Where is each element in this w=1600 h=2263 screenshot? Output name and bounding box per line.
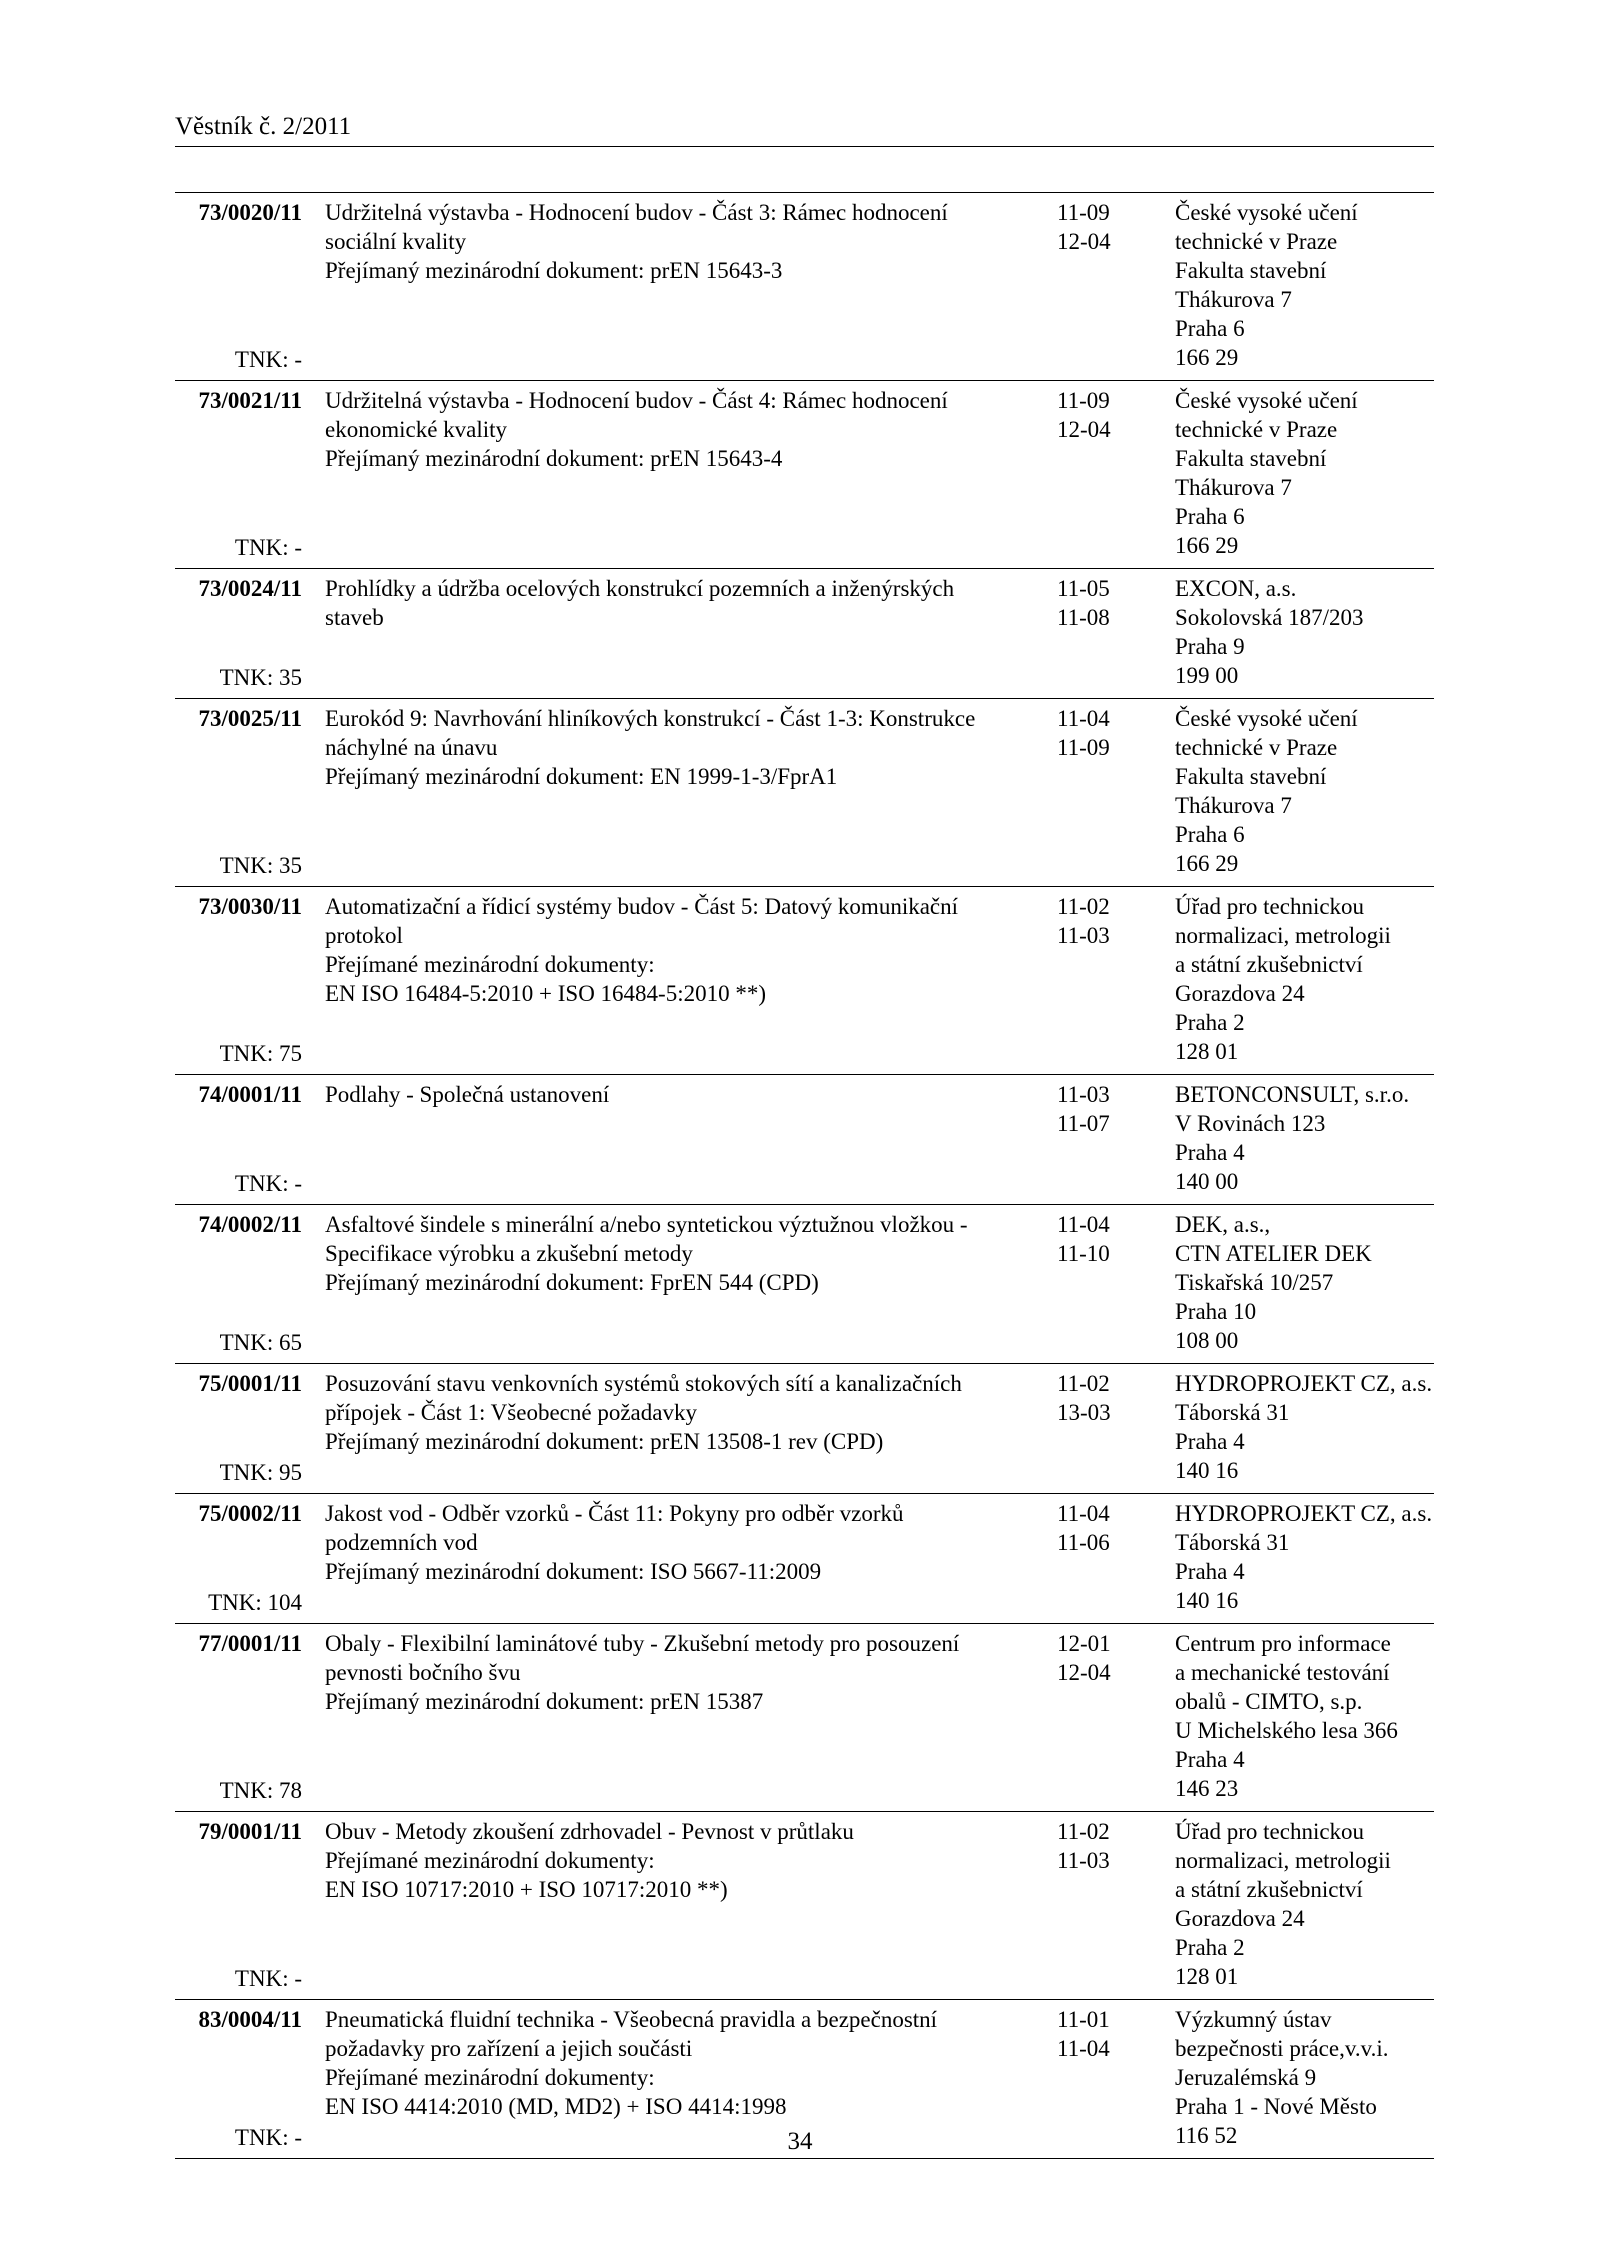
row-title-line: Přejímaný mezinárodní dokument: EN 1999-1-3/FprA1	[325, 764, 838, 789]
row-organization	[1175, 1817, 1434, 1991]
row-dates-line: 11-04	[1057, 706, 1110, 731]
row-organization	[1175, 1080, 1434, 1196]
row-organization-line: Praha 1 - Nové Město	[1175, 2094, 1377, 2119]
row-dates	[1057, 198, 1137, 256]
row-dates	[1057, 1817, 1137, 1875]
row-organization-line: bezpečnosti práce,v.v.i.	[1175, 2036, 1389, 2061]
row-tnk: TNK: -	[234, 347, 302, 372]
row-dates	[1057, 2005, 1137, 2063]
row-dates-line: 11-03	[1057, 923, 1110, 948]
row-title-line: pevnosti bočního švu	[325, 1660, 521, 1685]
row-organization-line: Praha 4	[1175, 1429, 1245, 1454]
row-organization	[1175, 198, 1434, 372]
row-tnk: TNK: 104	[208, 1590, 302, 1615]
row-tnk: TNK: 95	[219, 1460, 302, 1485]
row-title-line: sociální kvality	[325, 229, 467, 254]
row-title-line: Udržitelná výstavba - Hodnocení budov - Část 4: Rámec hodnocení	[325, 388, 948, 413]
row-id: 73/0024/11	[198, 576, 302, 601]
row-dates	[1057, 1369, 1137, 1427]
row-tnk: TNK: 78	[219, 1778, 302, 1803]
row-organization-line: Tiskařská 10/257	[1175, 1270, 1334, 1295]
row-organization-line: Centrum pro informace	[1175, 1631, 1391, 1656]
row-organization	[1175, 1210, 1434, 1355]
row-title-line: Posuzování stavu venkovních systémů stokových sítí a kanalizačních	[325, 1371, 962, 1396]
row-title-line: Přejímané mezinárodní dokumenty:	[325, 2065, 655, 2090]
row-dates-line: 11-09	[1057, 735, 1110, 760]
row-organization-line: Praha 6	[1175, 504, 1245, 529]
row-organization-line: Úřad pro technickou	[1175, 1819, 1365, 1844]
row-organization	[1175, 1629, 1434, 1803]
row-title-line: podzemních vod	[325, 1530, 478, 1555]
row-title-line: ekonomické kvality	[325, 417, 508, 442]
row-organization	[1175, 892, 1434, 1066]
row-organization-line: 199 00	[1175, 663, 1239, 688]
row-tnk: TNK: 35	[219, 665, 302, 690]
row-organization-line: Praha 2	[1175, 1010, 1245, 1035]
row-organization-line: Praha 9	[1175, 634, 1245, 659]
row-organization-line: 146 23	[1175, 1776, 1239, 1801]
row-organization	[1175, 1499, 1434, 1615]
row-title-line: Jakost vod - Odběr vzorků - Část 11: Pokyny pro odběr vzorků	[325, 1501, 904, 1526]
row-organization-line: a mechanické testování	[1175, 1660, 1390, 1685]
row-title-line: Přejímaný mezinárodní dokument: FprEN 544 (CPD)	[325, 1270, 819, 1295]
row-dates-line: 11-06	[1057, 1530, 1110, 1555]
row-title-line: Přejímaný mezinárodní dokument: prEN 15643-3	[325, 258, 783, 283]
row-organization	[1175, 1369, 1434, 1485]
page-number: 34	[787, 2128, 813, 2155]
row-organization-line: Gorazdova 24	[1175, 981, 1305, 1006]
row-dates	[1057, 892, 1137, 950]
row-organization-line: Výzkumný ústav	[1175, 2007, 1332, 2032]
row-title-line: EN ISO 4414:2010 (MD, MD2) + ISO 4414:1998	[325, 2094, 787, 2119]
table-row	[175, 1205, 1434, 1364]
table-row	[175, 887, 1434, 1075]
row-dates	[1057, 1210, 1137, 1268]
row-title-line: Přejímaný mezinárodní dokument: prEN 13508-1 rev (CPD)	[325, 1429, 884, 1454]
row-id: 74/0002/11	[198, 1212, 302, 1237]
row-organization	[1175, 386, 1434, 560]
row-organization-line: 140 00	[1175, 1169, 1239, 1194]
row-title-line: Přejímaný mezinárodní dokument: prEN 15643-4	[325, 446, 783, 471]
page-header-title: Věstník č. 2/2011	[175, 113, 352, 140]
row-tnk: TNK: -	[234, 1171, 302, 1196]
row-dates	[1057, 1499, 1137, 1557]
row-organization-line: 140 16	[1175, 1458, 1239, 1483]
row-id: 73/0025/11	[198, 706, 302, 731]
row-id: 73/0020/11	[198, 200, 302, 225]
row-dates	[1057, 386, 1137, 444]
row-dates-line: 11-08	[1057, 605, 1110, 630]
row-id: 83/0004/11	[198, 2007, 302, 2032]
row-organization-line: Thákurova 7	[1175, 793, 1292, 818]
row-organization-line: Jeruzalémská 9	[1175, 2065, 1317, 2090]
row-tnk: TNK: 75	[219, 1041, 302, 1066]
row-id: 73/0021/11	[198, 388, 302, 413]
row-dates-line: 13-03	[1057, 1400, 1111, 1425]
row-dates-line: 11-04	[1057, 1501, 1110, 1526]
row-title-line: Prohlídky a údržba ocelových konstrukcí pozemních a inženýrských	[325, 576, 955, 601]
row-organization-line: technické v Praze	[1175, 229, 1338, 254]
row-title-line: staveb	[325, 605, 384, 630]
row-organization-line: Praha 10	[1175, 1299, 1257, 1324]
table-row	[175, 569, 1434, 699]
row-organization-line: Sokolovská 187/203	[1175, 605, 1364, 630]
row-title-line: požadavky pro zařízení a jejich součásti	[325, 2036, 693, 2061]
row-id: 73/0030/11	[198, 894, 302, 919]
row-id: 75/0002/11	[198, 1501, 302, 1526]
row-id: 79/0001/11	[198, 1819, 302, 1844]
row-title-line: Udržitelná výstavba - Hodnocení budov - Část 3: Rámec hodnocení	[325, 200, 948, 225]
row-organization-line: 116 52	[1175, 2123, 1238, 2148]
row-id: 75/0001/11	[198, 1371, 302, 1396]
row-organization-line: Táborská 31	[1175, 1530, 1290, 1555]
row-dates-line: 11-03	[1057, 1082, 1110, 1107]
row-organization	[1175, 574, 1434, 690]
row-organization-line: Táborská 31	[1175, 1400, 1290, 1425]
row-dates-line: 11-02	[1057, 894, 1110, 919]
row-organization-line: BETONCONSULT, s.r.o.	[1175, 1082, 1410, 1107]
table-row	[175, 1812, 1434, 2000]
row-title-line: Přejímaný mezinárodní dokument: ISO 5667-11:2009	[325, 1559, 822, 1584]
row-dates-line: 11-01	[1057, 2007, 1110, 2032]
row-title-line: Eurokód 9: Navrhování hliníkových konstrukcí - Část 1-3: Konstrukce	[325, 706, 976, 731]
row-title-line: Asfaltové šindele s minerální a/nebo syntetickou výztužnou vložkou -	[325, 1212, 968, 1237]
row-organization-line: Fakulta stavební	[1175, 446, 1327, 471]
row-dates-line: 12-04	[1057, 1660, 1111, 1685]
row-organization-line: 108 00	[1175, 1328, 1239, 1353]
row-tnk: TNK: 65	[219, 1330, 302, 1355]
row-dates	[1057, 574, 1137, 632]
row-organization-line: 166 29	[1175, 345, 1239, 370]
row-title-line: náchylné na únavu	[325, 735, 498, 760]
row-organization-line: EXCON, a.s.	[1175, 576, 1297, 601]
row-id: 77/0001/11	[198, 1631, 302, 1656]
row-organization-line: 128 01	[1175, 1039, 1239, 1064]
row-tnk: TNK: -	[234, 535, 302, 560]
table-row	[175, 193, 1434, 381]
row-organization-line: 166 29	[1175, 533, 1239, 558]
row-organization-line: Praha 2	[1175, 1935, 1245, 1960]
row-organization-line: Praha 4	[1175, 1747, 1245, 1772]
row-organization-line: HYDROPROJEKT CZ, a.s.	[1175, 1501, 1433, 1526]
standards-table	[175, 192, 1434, 2159]
row-dates-line: 11-09	[1057, 200, 1110, 225]
row-title-line: Automatizační a řídicí systémy budov - Část 5: Datový komunikační	[325, 894, 959, 919]
row-dates-line: 12-04	[1057, 417, 1111, 442]
row-organization-line: České vysoké učení	[1175, 706, 1358, 731]
row-dates	[1057, 704, 1137, 762]
row-dates-line: 11-07	[1057, 1111, 1110, 1136]
row-dates-line: 11-03	[1057, 1848, 1110, 1873]
row-dates-line: 11-02	[1057, 1371, 1110, 1396]
row-organization	[1175, 704, 1434, 878]
row-dates-line: 12-04	[1057, 229, 1111, 254]
row-organization-line: HYDROPROJEKT CZ, a.s.	[1175, 1371, 1433, 1396]
row-organization-line: 140 16	[1175, 1588, 1239, 1613]
row-dates-line: 12-01	[1057, 1631, 1111, 1656]
row-title-line: Obuv - Metody zkoušení zdrhovadel - Pevnost v průtlaku	[325, 1819, 854, 1844]
row-organization-line: normalizaci, metrologii	[1175, 923, 1391, 948]
row-tnk: TNK: 35	[219, 853, 302, 878]
row-organization-line: Praha 4	[1175, 1140, 1245, 1165]
row-title-line: Přejímané mezinárodní dokumenty:	[325, 1848, 655, 1873]
row-organization-line: Fakulta stavební	[1175, 258, 1327, 283]
row-organization-line: U Michelského lesa 366	[1175, 1718, 1398, 1743]
table-row	[175, 699, 1434, 887]
row-organization-line: obalů - CIMTO, s.p.	[1175, 1689, 1363, 1714]
table-row	[175, 1075, 1434, 1205]
row-title-line: EN ISO 10717:2010 + ISO 10717:2010 **)	[325, 1877, 728, 1902]
row-tnk: TNK: -	[234, 2125, 302, 2150]
table-row	[175, 381, 1434, 569]
row-organization-line: 166 29	[1175, 851, 1239, 876]
row-title-line: Pneumatická fluidní technika - Všeobecná pravidla a bezpečnostní	[325, 2007, 938, 2032]
row-organization-line: CTN ATELIER DEK	[1175, 1241, 1372, 1266]
row-organization-line: 128 01	[1175, 1964, 1239, 1989]
row-title-line: Podlahy - Společná ustanovení	[325, 1082, 610, 1107]
row-organization-line: Thákurova 7	[1175, 287, 1292, 312]
row-organization-line: DEK, a.s.,	[1175, 1212, 1271, 1237]
row-title-line: Specifikace výrobku a zkušební metody	[325, 1241, 693, 1266]
row-organization-line: normalizaci, metrologii	[1175, 1848, 1391, 1873]
row-dates-line: 11-02	[1057, 1819, 1110, 1844]
table-row	[175, 1364, 1434, 1494]
row-organization-line: V Rovinách 123	[1175, 1111, 1326, 1136]
row-organization-line: technické v Praze	[1175, 417, 1338, 442]
row-organization-line: Praha 6	[1175, 822, 1245, 847]
row-dates	[1057, 1080, 1137, 1138]
row-dates-line: 11-04	[1057, 2036, 1110, 2061]
row-dates-line: 11-04	[1057, 1212, 1110, 1237]
header-rule	[175, 146, 1434, 147]
row-title-line: Přejímaný mezinárodní dokument: prEN 15387	[325, 1689, 764, 1714]
row-organization-line: Thákurova 7	[1175, 475, 1292, 500]
row-title-line: EN ISO 16484-5:2010 + ISO 16484-5:2010 **)	[325, 981, 767, 1006]
row-id: 74/0001/11	[198, 1082, 302, 1107]
row-organization-line: Praha 6	[1175, 316, 1245, 341]
row-title-line: protokol	[325, 923, 403, 948]
row-organization-line: Fakulta stavební	[1175, 764, 1327, 789]
row-title-line: Přejímané mezinárodní dokumenty:	[325, 952, 655, 977]
row-dates-line: 11-10	[1057, 1241, 1110, 1266]
row-organization-line: České vysoké učení	[1175, 388, 1358, 413]
row-dates-line: 11-05	[1057, 576, 1110, 601]
row-tnk: TNK: -	[234, 1966, 302, 1991]
row-title-line: přípojek - Část 1: Všeobecné požadavky	[325, 1400, 697, 1425]
row-organization-line: a státní zkušebnictví	[1175, 952, 1363, 977]
row-organization-line: technické v Praze	[1175, 735, 1338, 760]
row-organization-line: Gorazdova 24	[1175, 1906, 1305, 1931]
row-dates-line: 11-09	[1057, 388, 1110, 413]
row-organization-line: České vysoké učení	[1175, 200, 1358, 225]
table-row	[175, 1624, 1434, 1812]
row-organization-line: Praha 4	[1175, 1559, 1245, 1584]
row-title-line: Obaly - Flexibilní laminátové tuby - Zkušební metody pro posouzení	[325, 1631, 960, 1656]
row-dates	[1057, 1629, 1137, 1687]
row-organization-line: Úřad pro technickou	[1175, 894, 1365, 919]
row-organization-line: a státní zkušebnictví	[1175, 1877, 1363, 1902]
table-row	[175, 1494, 1434, 1624]
